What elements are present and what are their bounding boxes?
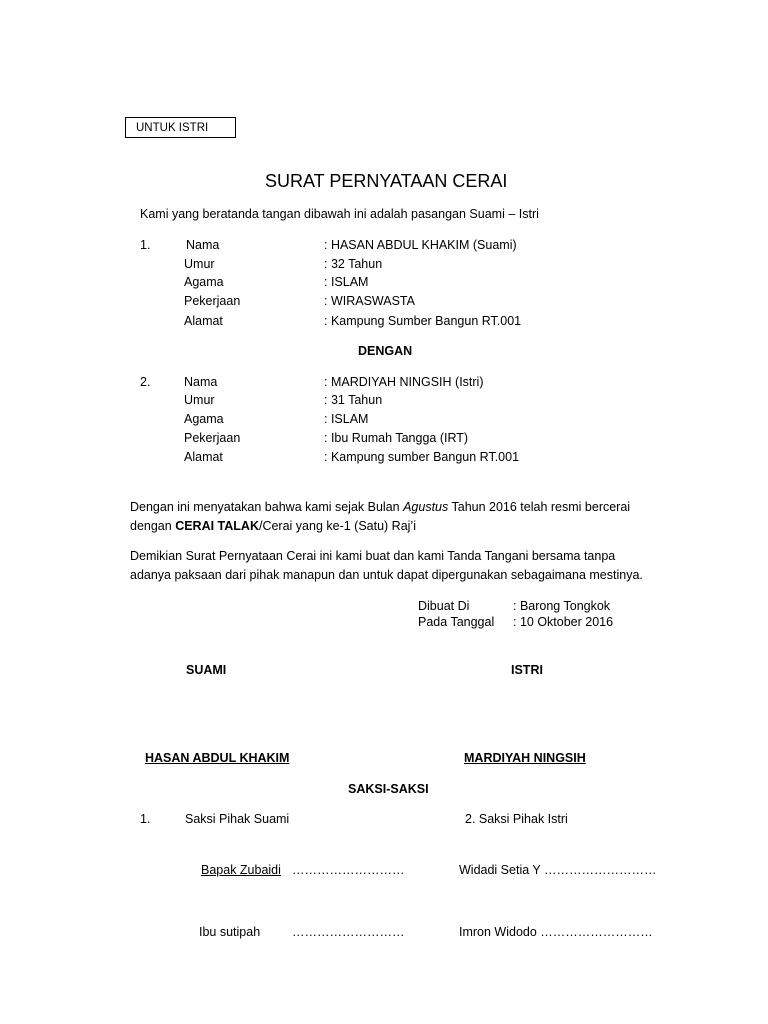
party1-value-alamat: : Kampung Sumber Bangun RT.001 bbox=[324, 314, 522, 328]
statement-line1-pre: Dengan ini menyatakan bahwa kami sejak Bulan bbox=[130, 500, 404, 514]
place-value: : Barong Tongkok bbox=[513, 599, 611, 613]
statement-line2 bbox=[130, 518, 416, 534]
party1-label-umur: Umur bbox=[184, 257, 215, 271]
party1-label-agama: Agama bbox=[184, 275, 224, 289]
statement-divorce-type: CERAI TALAK bbox=[175, 519, 259, 533]
party1-value-pekerjaan: : WIRASWASTA bbox=[324, 294, 415, 308]
husband-witness-2: Ibu sutipah bbox=[199, 925, 261, 939]
husband-witness-1-signature-line: ……………………… bbox=[292, 863, 405, 877]
party2-value-umur: : 31 Tahun bbox=[324, 393, 383, 407]
party2-label-umur: Umur bbox=[184, 393, 215, 407]
party1-value-umur: : 32 Tahun bbox=[324, 257, 383, 271]
wife-signature-name: MARDIYAH NINGSIH bbox=[464, 751, 586, 765]
statement-month: Agustus bbox=[403, 500, 449, 514]
party1-value-nama: : HASAN ABDUL KHAKIM (Suami) bbox=[324, 238, 517, 252]
party2-label-agama: Agama bbox=[184, 412, 224, 426]
party1-label-pekerjaan: Pekerjaan bbox=[184, 294, 241, 308]
recipient-label: UNTUK ISTRI bbox=[136, 122, 209, 134]
party2-value-nama: : MARDIYAH NINGSIH (Istri) bbox=[324, 375, 484, 389]
party1-label-nama: Nama bbox=[186, 238, 220, 252]
date-value: : 10 Oktober 2016 bbox=[513, 615, 614, 629]
party2-label-pekerjaan: Pekerjaan bbox=[184, 431, 241, 445]
party2-number: 2. bbox=[140, 375, 151, 389]
closing-line1: Demikian Surat Pernyataan Cerai ini kami buat dan kami Tanda Tangani bersama tanpa bbox=[130, 549, 616, 563]
wife-witness-heading: 2. Saksi Pihak Istri bbox=[465, 812, 568, 826]
statement-line1-post: Tahun 2016 telah resmi bercerai bbox=[448, 500, 631, 514]
wife-witness-1: Widadi Setia Y ……………………… bbox=[459, 863, 657, 877]
party1-value-agama: : ISLAM bbox=[324, 275, 369, 289]
party2-value-agama: : ISLAM bbox=[324, 412, 369, 426]
husband-witness-2-signature-line: ……………………… bbox=[292, 925, 405, 939]
husband-witness-1: Bapak Zubaidi bbox=[201, 863, 281, 877]
husband-role: SUAMI bbox=[186, 663, 227, 677]
intro-text: Kami yang beratanda tangan dibawah ini adalah pasangan Suami – Istri bbox=[140, 207, 539, 221]
wife-witness-2: Imron Widodo ……………………… bbox=[459, 925, 653, 939]
place-label: Dibuat Di bbox=[418, 599, 470, 613]
document-title: SURAT PERNYATAAN CERAI bbox=[265, 171, 508, 191]
party2-label-alamat: Alamat bbox=[184, 450, 223, 464]
statement-line1 bbox=[130, 499, 630, 515]
dengan-label: DENGAN bbox=[358, 344, 413, 358]
party1-number: 1. bbox=[140, 238, 151, 252]
party2-label-nama: Nama bbox=[184, 375, 218, 389]
closing-line2: adanya paksaan dari pihak manapun dan untuk dapat dipergunakan sebagaimana mestinya. bbox=[130, 568, 643, 582]
statement-line2-pre: dengan bbox=[130, 519, 176, 533]
witnesses-heading: SAKSI-SAKSI bbox=[348, 782, 429, 796]
husband-signature-name: HASAN ABDUL KHAKIM bbox=[145, 751, 290, 765]
party1-label-alamat: Alamat bbox=[184, 314, 223, 328]
party2-value-alamat: : Kampung sumber Bangun RT.001 bbox=[324, 450, 520, 464]
wife-role: ISTRI bbox=[511, 663, 543, 677]
husband-witness-heading: Saksi Pihak Suami bbox=[185, 812, 290, 826]
recipient-box bbox=[125, 117, 236, 138]
statement-line2-post: /Cerai yang ke-1 (Satu) Raj’i bbox=[258, 519, 416, 533]
husband-witness-number: 1. bbox=[140, 812, 151, 826]
date-label: Pada Tanggal bbox=[418, 615, 495, 629]
party2-value-pekerjaan: : Ibu Rumah Tangga (IRT) bbox=[324, 431, 469, 445]
